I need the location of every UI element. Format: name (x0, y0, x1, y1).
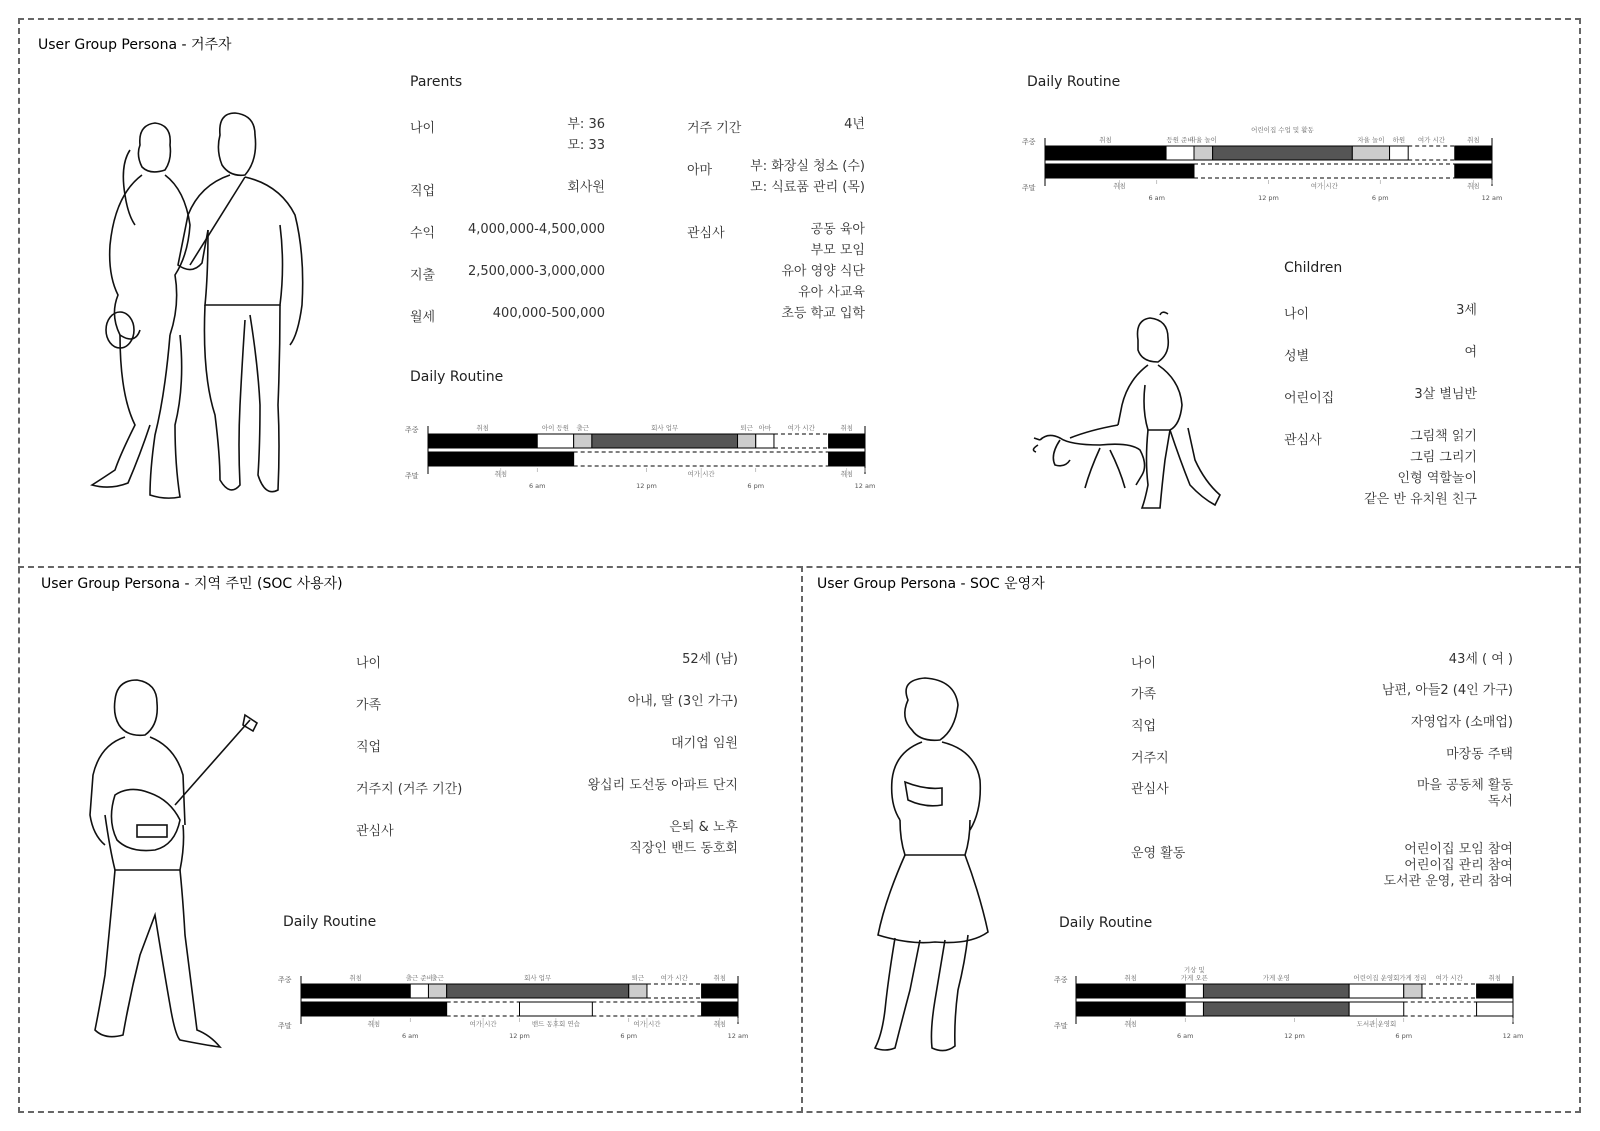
routine-segment (301, 1002, 447, 1016)
routine-segment-label: 취침 (349, 974, 362, 982)
parents-heading: Parents (410, 74, 463, 90)
info-value: 은퇴 & 노후 (669, 820, 738, 835)
info-value: 그림 그리기 (1410, 450, 1477, 465)
local-section-title: User Group Persona - 지역 주민 (SOC 사용자) (41, 576, 343, 592)
routine-segment-label: 출근 준비 (405, 974, 433, 982)
routine-segment-label: 취침 (1467, 182, 1480, 190)
info-value: 유아 영양 식단 (781, 264, 865, 279)
operator-section-title: User Group Persona - SOC 운영자 (817, 576, 1045, 592)
routine-segment-label: 취침 (1488, 974, 1502, 982)
routine-segment-label: 여가 시간 (787, 424, 815, 432)
info-label: 관심사 (356, 824, 394, 839)
info-value: 초등 학교 입학 (781, 306, 865, 321)
info-value: 유아 사교육 (798, 285, 865, 300)
routine-segment-label: 퇴근 (631, 974, 645, 982)
routine-segment (1213, 146, 1353, 160)
routine-segment (702, 1002, 738, 1016)
info-value: 독서 (1487, 794, 1513, 809)
routine-segment (1076, 1002, 1185, 1016)
routine-segment (428, 984, 446, 998)
info-value: 3살 별님반 (1414, 387, 1477, 402)
routine-segment (702, 984, 738, 998)
info-value: 그림책 읽기 (1410, 429, 1477, 444)
routine-segment-label: 출근 (431, 974, 444, 982)
tick-label: 12 pm (509, 1032, 530, 1040)
info-value: 인형 역할놀이 (1397, 471, 1477, 486)
parents-illustration (80, 105, 320, 515)
info-value: 왕십리 도선동 아파트 단지 (587, 778, 738, 793)
children-heading: Children (1284, 260, 1343, 276)
info-label: 지출 (410, 268, 436, 283)
routine-segment (1076, 984, 1185, 998)
tick-label: 12 pm (636, 482, 657, 490)
routine-segment-label: 여가 시간 (660, 974, 688, 982)
info-label: 가족 (356, 698, 382, 713)
weekday-label: 주중 (278, 976, 292, 984)
routine-segment (1166, 146, 1194, 160)
routine-segment (537, 434, 573, 448)
tick-label: 12 pm (1258, 194, 1279, 202)
routine-segment-label: 취침 (1124, 1020, 1137, 1028)
routine-segment-label: 가게 정리 (1399, 974, 1427, 982)
routine-segment-label: 등원 준비 (1166, 136, 1194, 144)
info-value: 도서관 운영, 관리 참여 (1383, 874, 1513, 889)
info-label: 나이 (356, 656, 382, 671)
tick-label: 12 am (1481, 194, 1503, 202)
tick-label: 12 pm (1284, 1032, 1305, 1040)
info-label: 나이 (1131, 656, 1157, 671)
info-value: 공동 육아 (810, 222, 865, 237)
children-routine-heading: Daily Routine (1027, 74, 1121, 90)
routine-segment (301, 984, 410, 998)
routine-segment-label: 취침 (713, 1020, 727, 1028)
info-label: 나이 (410, 121, 436, 136)
info-value: 부: 화장실 청소 (수) (750, 159, 865, 174)
info-label: 운영 활동 (1131, 846, 1186, 861)
routine-segment (1349, 984, 1404, 998)
routine-segment-label: 취침 (1467, 136, 1480, 144)
info-value: 대기업 임원 (671, 736, 738, 751)
child-with-dog-illustration (1030, 310, 1230, 520)
routine-segment-label: 취침 (840, 424, 854, 432)
local-routine-chart (278, 955, 753, 1045)
tick-label: 12 am (727, 1032, 749, 1040)
weekday-label: 주중 (1022, 138, 1036, 146)
routine-segment (428, 452, 574, 466)
routine-segment (592, 434, 738, 448)
routine-segment (756, 434, 774, 448)
tick-label: 6 pm (1395, 1032, 1413, 1040)
tick-label: 6 pm (747, 482, 765, 490)
info-value: 4,000,000-4,500,000 (467, 222, 605, 237)
routine-segment (829, 434, 865, 448)
operator-routine-chart (1054, 945, 1529, 1045)
children-routine-chart (1022, 112, 1503, 207)
info-value: 직장인 밴드 동호회 (629, 841, 738, 856)
tick-label: 6 pm (1371, 194, 1389, 202)
info-label: 직업 (410, 184, 436, 199)
weekend-label: 주말 (1022, 184, 1036, 192)
routine-segment (447, 984, 629, 998)
info-label: 직업 (356, 740, 382, 755)
info-label: 관심사 (687, 226, 725, 241)
routine-segment-label: 밴드 동호회 연습 (531, 1020, 580, 1028)
routine-segment-label: 하원 (1392, 136, 1406, 144)
routine-segment-label: 어린이집 운영회 (1353, 974, 1400, 982)
info-label: 거주 기간 (687, 121, 742, 136)
operator-routine-heading: Daily Routine (1059, 915, 1153, 931)
info-value: 자영업자 (소매업) (1410, 715, 1513, 730)
routine-segment-label: 가게 운영 (1262, 974, 1290, 982)
weekend-label: 주말 (1054, 1022, 1068, 1030)
vertical-divider (801, 566, 803, 1113)
routine-segment-label: 취침 (476, 424, 489, 432)
routine-segment-label: 취침 (713, 974, 727, 982)
info-label: 직업 (1131, 719, 1157, 734)
routine-segment (1404, 984, 1422, 998)
info-value: 어린이집 관리 참여 (1404, 858, 1513, 873)
info-label: 나이 (1284, 307, 1310, 322)
info-value: 4년 (844, 117, 865, 132)
info-label: 아마 (687, 163, 713, 178)
info-value: 52세 (남) (682, 652, 738, 667)
info-label: 관심사 (1131, 782, 1169, 797)
weekend-label: 주말 (278, 1022, 292, 1030)
routine-segment (1455, 164, 1492, 178)
tick-label: 6 am (401, 1032, 419, 1040)
routine-segment-label: 취침 (1113, 182, 1126, 190)
routine-segment (1045, 164, 1194, 178)
info-value: 모: 식료품 관리 (목) (750, 180, 865, 195)
routine-segment-label: 기상 및 (1183, 966, 1205, 974)
info-label: 관심사 (1284, 433, 1322, 448)
routine-segment (1477, 1002, 1513, 1016)
routine-segment-label: 취침 (840, 470, 854, 478)
info-value: 43세 ( 여 ) (1448, 652, 1513, 667)
routine-segment-label: 회사 업무 (651, 424, 679, 432)
routine-segment (738, 434, 756, 448)
routine-segment-label: 자율 놀이 (1189, 136, 1217, 144)
info-label: 거주지 (1131, 751, 1169, 766)
weekday-label: 주중 (1054, 976, 1068, 984)
routine-segment-label: 자율 놀이 (1357, 136, 1385, 144)
routine-segment (574, 434, 592, 448)
tick-label: 6 am (528, 482, 546, 490)
weekend-label: 주말 (405, 472, 419, 480)
info-value: 마을 공동체 활동 (1416, 778, 1513, 793)
parents-routine-chart (405, 412, 880, 497)
routine-segment (428, 434, 537, 448)
info-value: 3세 (1456, 303, 1477, 318)
routine-segment (410, 984, 428, 998)
horizontal-divider (18, 566, 1581, 568)
info-value: 회사원 (567, 180, 605, 195)
routine-segment (1203, 984, 1349, 998)
tick-label: 12 am (1502, 1032, 1524, 1040)
resident-section-title: User Group Persona - 거주자 (38, 37, 232, 53)
routine-segment-label: 아이 등원 (541, 424, 570, 432)
routine-segment-label: 여가 시간 (1435, 974, 1463, 982)
routine-segment-label: 취침 (494, 470, 508, 478)
routine-segment (520, 1002, 593, 1016)
routine-segment (1455, 146, 1492, 160)
routine-segment (1203, 1002, 1349, 1016)
local-routine-heading: Daily Routine (283, 914, 377, 930)
routine-segment-label: 여가 시간 (469, 1020, 497, 1028)
info-label: 월세 (410, 310, 436, 325)
info-value: 400,000-500,000 (492, 306, 605, 321)
routine-segment-label: 가게 오픈 (1180, 974, 1208, 982)
info-label: 어린이집 (1284, 391, 1335, 406)
routine-segment-label: 여가 시간 (1417, 136, 1446, 144)
routine-segment-label: 취침 (367, 1020, 381, 1028)
routine-segment-label: 출근 (576, 424, 590, 432)
info-value: 모: 33 (567, 138, 605, 153)
info-label: 가족 (1131, 687, 1157, 702)
operator-illustration (830, 670, 1000, 1060)
routine-segment-label: 여가 시간 (1310, 182, 1338, 190)
tick-label: 12 am (854, 482, 876, 490)
routine-segment (1045, 146, 1166, 160)
info-value: 어린이집 모임 참여 (1404, 842, 1513, 857)
routine-segment-label: 도서관 운영회 (1356, 1020, 1397, 1028)
info-value: 여 (1464, 345, 1477, 360)
routine-segment-label: 취침 (1099, 136, 1112, 144)
routine-segment-label: 취침 (1124, 974, 1137, 982)
info-label: 수익 (410, 226, 436, 241)
info-value: 남편, 아들2 (4인 가구) (1381, 683, 1513, 698)
info-value: 부모 모임 (810, 243, 865, 258)
routine-segment (1477, 984, 1513, 998)
routine-segment-label: 여가 시간 (633, 1020, 661, 1028)
routine-segment (1349, 1002, 1404, 1016)
tick-label: 6 pm (620, 1032, 638, 1040)
routine-segment (629, 984, 647, 998)
routine-segment (1185, 984, 1203, 998)
weekday-label: 주중 (405, 426, 419, 434)
routine-segment-label: 아마 (758, 424, 772, 432)
info-value: 2,500,000-3,000,000 (467, 264, 605, 279)
routine-segment-label: 퇴근 (740, 424, 753, 432)
guitarist-illustration (85, 675, 265, 1060)
routine-segment (1390, 146, 1409, 160)
info-label: 거주지 (거주 기간) (356, 782, 463, 797)
routine-segment-label: 회사 업무 (524, 974, 552, 982)
routine-segment-label: 여가 시간 (687, 470, 715, 478)
info-value: 아내, 딸 (3인 가구) (627, 694, 738, 709)
routine-segment (1185, 1002, 1203, 1016)
tick-label: 6 am (1148, 194, 1166, 202)
info-label: 성별 (1284, 349, 1310, 364)
info-value: 마장동 주택 (1446, 747, 1513, 762)
info-value: 같은 반 유치원 친구 (1364, 492, 1477, 507)
routine-segment (829, 452, 865, 466)
tick-label: 6 am (1176, 1032, 1194, 1040)
routine-segment (1194, 146, 1213, 160)
info-value: 부: 36 (567, 117, 605, 132)
parents-routine-heading: Daily Routine (410, 369, 504, 385)
routine-segment (1352, 146, 1389, 160)
routine-top-label: 어린이집 수업 및 활동 (1251, 126, 1314, 134)
